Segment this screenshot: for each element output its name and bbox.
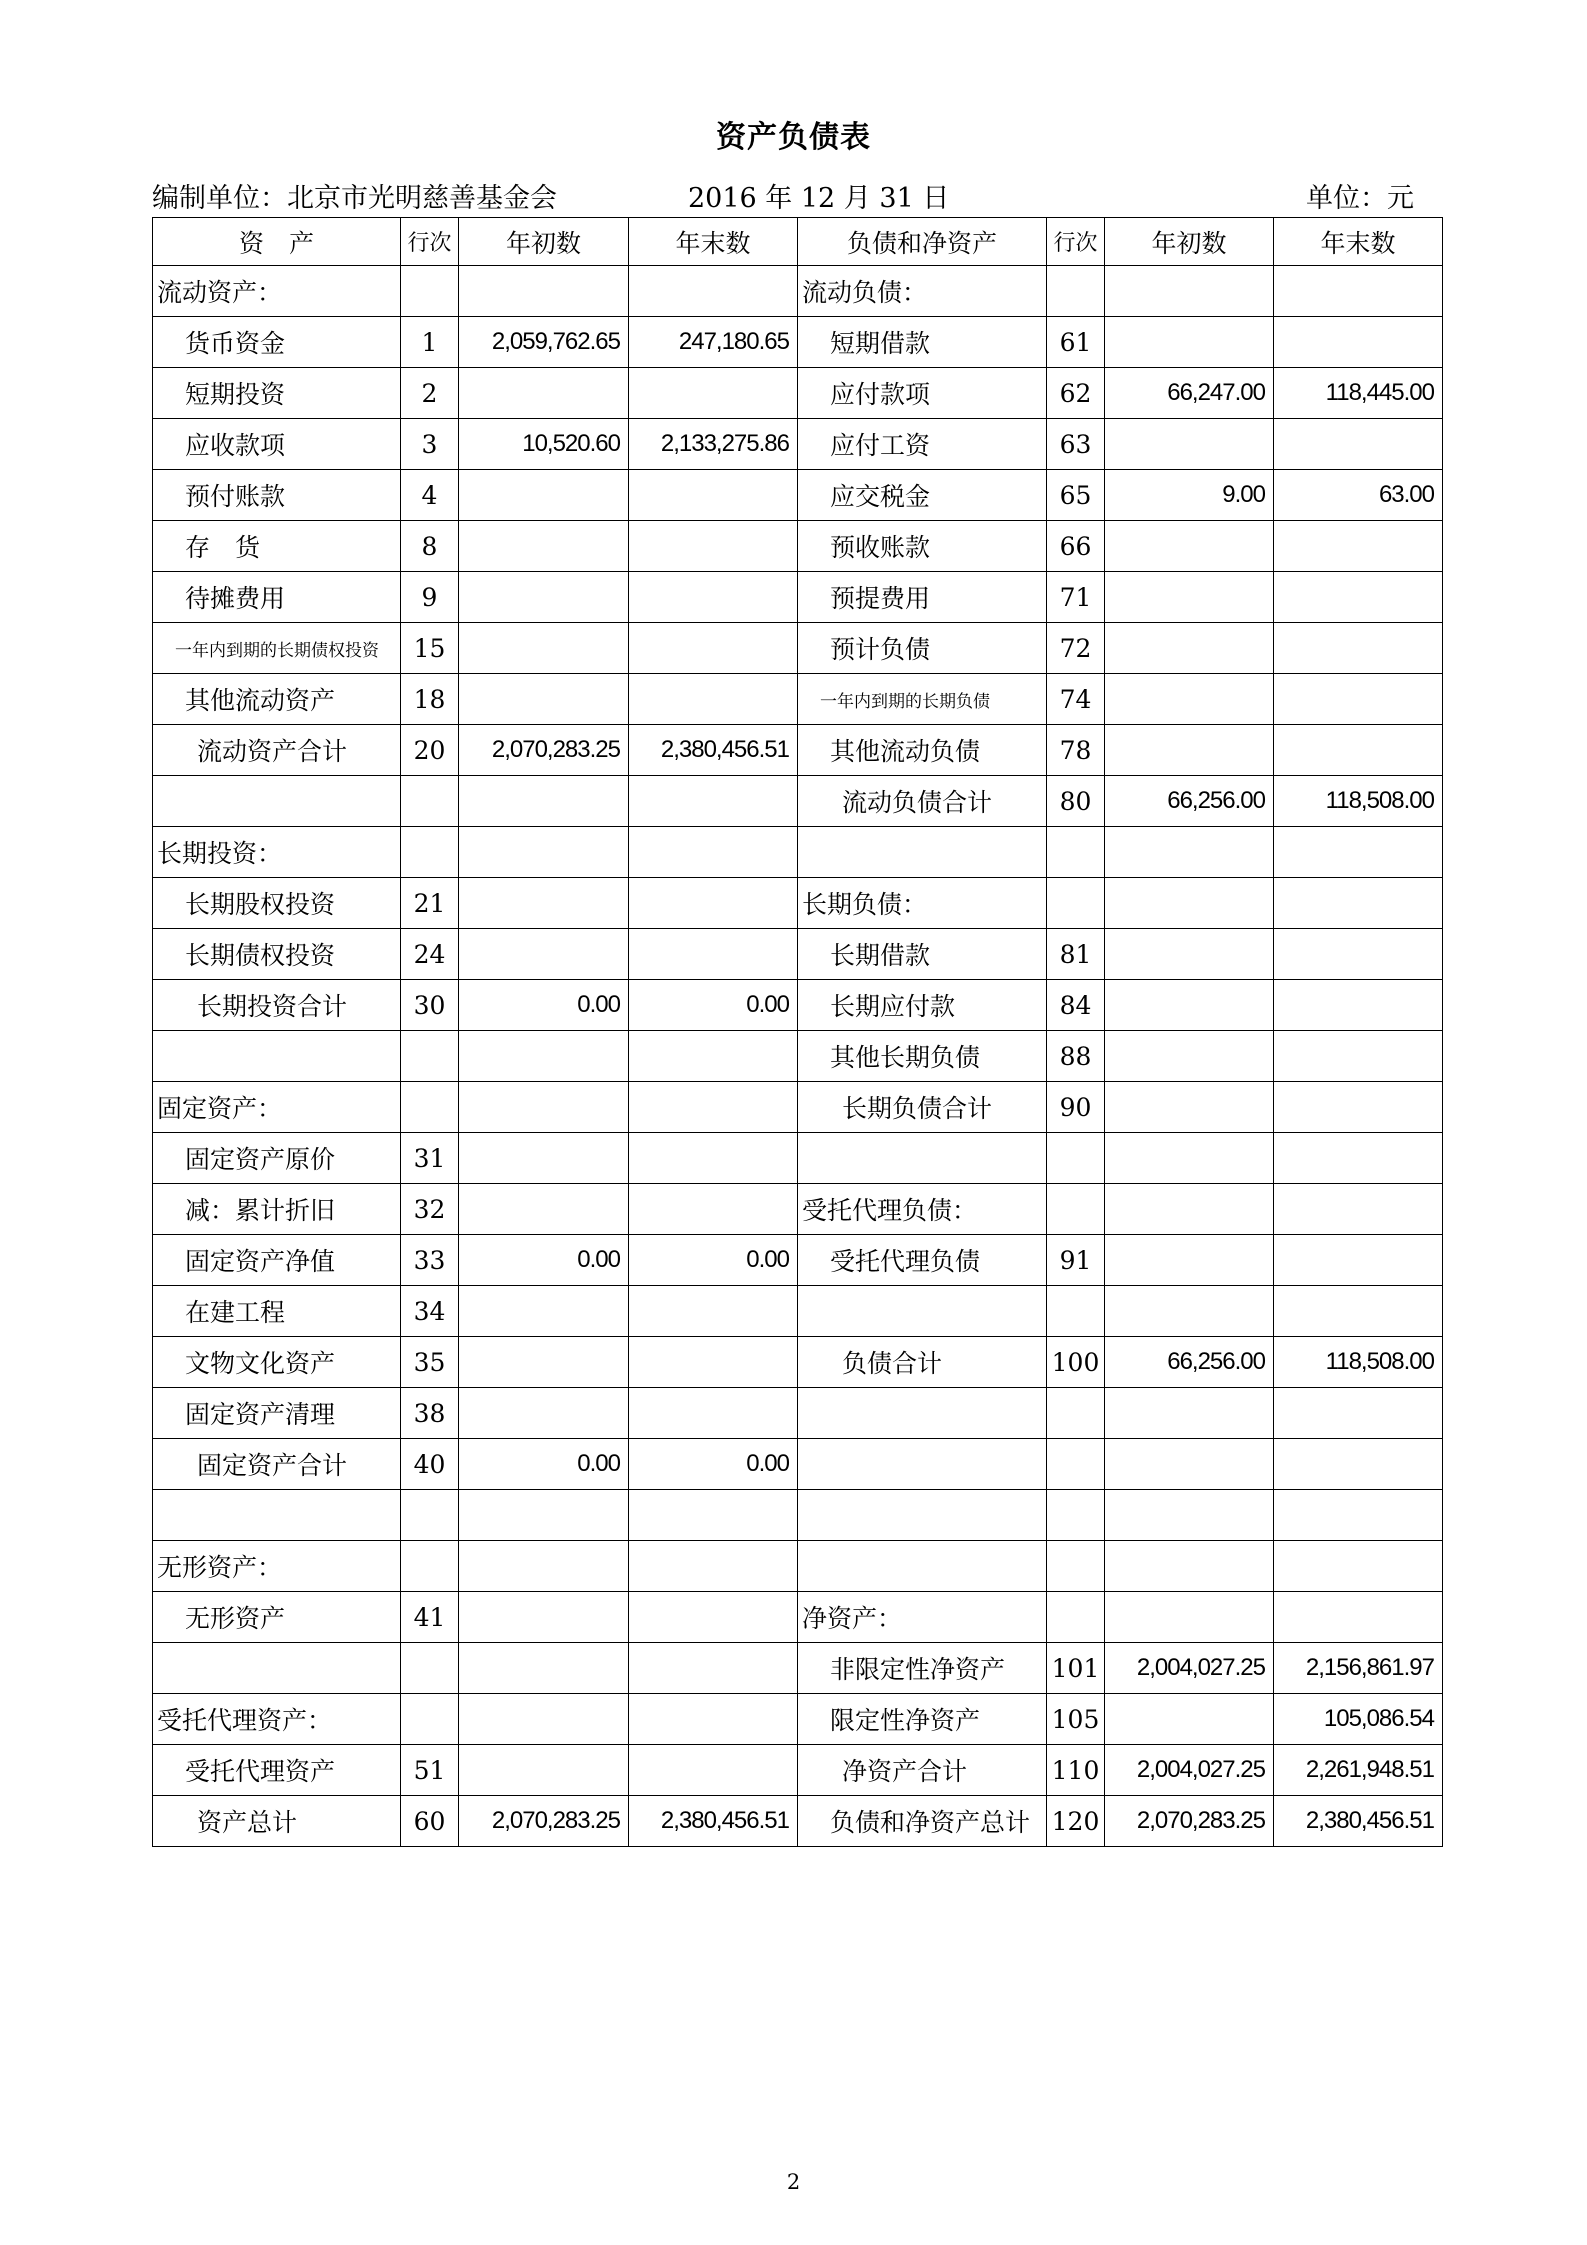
- page-number: 2: [786, 2170, 801, 2194]
- liability-ending-amount: [1274, 1286, 1443, 1337]
- table-row: [153, 1031, 1443, 1082]
- liability-beginning-amount: 66,247.00: [1105, 368, 1274, 419]
- asset-ending-amount: [629, 1337, 798, 1388]
- liability-beginning-amount: [1105, 1541, 1274, 1592]
- asset-item-name: 文物文化资产: [153, 1337, 401, 1388]
- asset-beginning-amount: [459, 1133, 629, 1184]
- asset-beginning-amount: [459, 1745, 629, 1796]
- liability-line-no: 90: [1047, 1082, 1105, 1133]
- table-row: [153, 1235, 1443, 1286]
- asset-line-no: [401, 1490, 459, 1541]
- liability-line-no: 88: [1047, 1031, 1105, 1082]
- liability-ending-amount: [1274, 1133, 1443, 1184]
- asset-ending-amount: 2,133,275.86: [629, 419, 798, 470]
- liability-item-name: 应付工资: [798, 419, 1047, 470]
- table-row: [153, 776, 1443, 827]
- asset-line-no: 2: [401, 368, 459, 419]
- asset-ending-amount: [629, 1031, 798, 1082]
- liability-line-no: 63: [1047, 419, 1105, 470]
- liability-item-name: 其他流动负债: [798, 725, 1047, 776]
- liability-line-no: 71: [1047, 572, 1105, 623]
- liability-ending-amount: [1274, 1388, 1443, 1439]
- liability-beginning-amount: 9.00: [1105, 470, 1274, 521]
- asset-beginning-amount: [459, 827, 629, 878]
- liability-ending-amount: 2,261,948.51: [1274, 1745, 1443, 1796]
- asset-item-name: 在建工程: [153, 1286, 401, 1337]
- asset-ending-amount: [629, 1745, 798, 1796]
- liability-line-no: 74: [1047, 674, 1105, 725]
- table-row: [153, 1082, 1443, 1133]
- liability-beginning-amount: [1105, 419, 1274, 470]
- asset-ending-amount: [629, 1388, 798, 1439]
- asset-item-name: 固定资产合计: [153, 1439, 401, 1490]
- liability-ending-amount: 118,445.00: [1274, 368, 1443, 419]
- liability-beginning-amount: 66,256.00: [1105, 1337, 1274, 1388]
- liability-ending-amount: 118,508.00: [1274, 1337, 1443, 1388]
- liability-ending-amount: 105,086.54: [1274, 1694, 1443, 1745]
- liability-line-no: 100: [1047, 1337, 1105, 1388]
- table-row: [153, 1286, 1443, 1337]
- liability-beginning-amount: [1105, 1031, 1274, 1082]
- asset-beginning-amount: [459, 623, 629, 674]
- asset-line-no: 40: [401, 1439, 459, 1490]
- asset-item-name: 固定资产净值: [153, 1235, 401, 1286]
- liability-ending-amount: [1274, 1031, 1443, 1082]
- asset-line-no: 30: [401, 980, 459, 1031]
- liability-item-name: 应交税金: [798, 470, 1047, 521]
- liability-item-name: [798, 1490, 1047, 1541]
- reporting-entity: 编制单位：北京市光明慈善基金会: [152, 183, 557, 214]
- asset-ending-amount: [629, 776, 798, 827]
- liability-beginning-amount: [1105, 878, 1274, 929]
- asset-line-no: 9: [401, 572, 459, 623]
- table-row: [153, 368, 1443, 419]
- liability-ending-amount: [1274, 1184, 1443, 1235]
- liability-ending-amount: [1274, 1082, 1443, 1133]
- table-row: [153, 980, 1443, 1031]
- asset-item-name: 资产总计: [153, 1796, 401, 1847]
- asset-ending-amount: [629, 674, 798, 725]
- asset-beginning-amount: 0.00: [459, 980, 629, 1031]
- asset-ending-amount: 0.00: [629, 1439, 798, 1490]
- asset-item-name: 固定资产：: [153, 1082, 401, 1133]
- asset-item-name: 其他流动资产: [153, 674, 401, 725]
- liability-item-name: [798, 1439, 1047, 1490]
- asset-line-no: 31: [401, 1133, 459, 1184]
- asset-beginning-amount: [459, 1184, 629, 1235]
- table-row: [153, 929, 1443, 980]
- liability-line-no: [1047, 1490, 1105, 1541]
- asset-line-no: 8: [401, 521, 459, 572]
- liability-item-name: [798, 827, 1047, 878]
- asset-line-no: 24: [401, 929, 459, 980]
- table-row: [153, 317, 1443, 368]
- asset-ending-amount: [629, 1592, 798, 1643]
- asset-ending-amount: [629, 1694, 798, 1745]
- liability-beginning-amount: [1105, 1694, 1274, 1745]
- asset-line-no: 3: [401, 419, 459, 470]
- asset-beginning-amount: [459, 1541, 629, 1592]
- asset-line-no: 15: [401, 623, 459, 674]
- liability-ending-amount: [1274, 521, 1443, 572]
- liability-ending-amount: 2,156,861.97: [1274, 1643, 1443, 1694]
- header-line-no: 行次: [401, 218, 459, 266]
- table-row: [153, 1541, 1443, 1592]
- table-row: [153, 1439, 1443, 1490]
- asset-item-name: 流动资产：: [153, 266, 401, 317]
- liability-line-no: [1047, 1439, 1105, 1490]
- asset-ending-amount: [629, 878, 798, 929]
- asset-item-name: 无形资产：: [153, 1541, 401, 1592]
- liability-line-no: [1047, 1592, 1105, 1643]
- asset-ending-amount: [629, 1286, 798, 1337]
- header-line-no-right: 行次: [1047, 218, 1105, 266]
- asset-ending-amount: [629, 521, 798, 572]
- table-row: [153, 1184, 1443, 1235]
- liability-ending-amount: [1274, 929, 1443, 980]
- liability-line-no: [1047, 1388, 1105, 1439]
- asset-ending-amount: [629, 1643, 798, 1694]
- liability-line-no: 81: [1047, 929, 1105, 980]
- asset-beginning-amount: [459, 1592, 629, 1643]
- liability-item-name: 一年内到期的长期负债: [798, 674, 1047, 725]
- liability-beginning-amount: 2,004,027.25: [1105, 1643, 1274, 1694]
- asset-ending-amount: [629, 1490, 798, 1541]
- table-row: [153, 1796, 1443, 1847]
- header-liabilities: 负债和净资产: [798, 218, 1047, 266]
- table-row: [153, 1388, 1443, 1439]
- balance-sheet-table: [152, 217, 1443, 1847]
- asset-beginning-amount: [459, 878, 629, 929]
- asset-ending-amount: [629, 470, 798, 521]
- liability-item-name: [798, 1541, 1047, 1592]
- asset-beginning-amount: [459, 266, 629, 317]
- liability-item-name: 受托代理负债：: [798, 1184, 1047, 1235]
- asset-item-name: 受托代理资产：: [153, 1694, 401, 1745]
- liability-item-name: [798, 1286, 1047, 1337]
- liability-beginning-amount: [1105, 725, 1274, 776]
- table-row: [153, 1337, 1443, 1388]
- liability-item-name: 预计负债: [798, 623, 1047, 674]
- asset-beginning-amount: 2,070,283.25: [459, 725, 629, 776]
- asset-item-name: 长期股权投资: [153, 878, 401, 929]
- asset-beginning-amount: 2,059,762.65: [459, 317, 629, 368]
- asset-ending-amount: [629, 368, 798, 419]
- table-row: [153, 470, 1443, 521]
- liability-ending-amount: 2,380,456.51: [1274, 1796, 1443, 1847]
- liability-beginning-amount: [1105, 266, 1274, 317]
- header-ending-right: 年末数: [1274, 218, 1443, 266]
- liability-beginning-amount: [1105, 674, 1274, 725]
- liability-item-name: 非限定性净资产: [798, 1643, 1047, 1694]
- liability-ending-amount: [1274, 725, 1443, 776]
- table-row: [153, 1592, 1443, 1643]
- liability-line-no: [1047, 1541, 1105, 1592]
- asset-line-no: [401, 1694, 459, 1745]
- header-row: [153, 218, 1443, 266]
- table-row: [153, 1490, 1443, 1541]
- asset-item-name: 固定资产原价: [153, 1133, 401, 1184]
- liability-beginning-amount: [1105, 1439, 1274, 1490]
- asset-item-name: 固定资产清理: [153, 1388, 401, 1439]
- asset-ending-amount: [629, 1184, 798, 1235]
- liability-beginning-amount: [1105, 929, 1274, 980]
- liability-line-no: 101: [1047, 1643, 1105, 1694]
- table-row: [153, 572, 1443, 623]
- table-row: [153, 725, 1443, 776]
- liability-item-name: 净资产合计: [798, 1745, 1047, 1796]
- liability-item-name: 负债合计: [798, 1337, 1047, 1388]
- table-row: [153, 1643, 1443, 1694]
- liability-item-name: 流动负债：: [798, 266, 1047, 317]
- table-row: [153, 1133, 1443, 1184]
- table-row: [153, 1745, 1443, 1796]
- header-beginning-right: 年初数: [1105, 218, 1274, 266]
- liability-line-no: 61: [1047, 317, 1105, 368]
- liability-beginning-amount: 66,256.00: [1105, 776, 1274, 827]
- asset-item-name: 存 货: [153, 521, 401, 572]
- table-body: [153, 266, 1443, 1847]
- asset-beginning-amount: [459, 572, 629, 623]
- liability-ending-amount: [1274, 827, 1443, 878]
- asset-item-name: 待摊费用: [153, 572, 401, 623]
- header-assets: 资 产: [153, 218, 401, 266]
- asset-item-name: 长期投资合计: [153, 980, 401, 1031]
- asset-beginning-amount: [459, 1388, 629, 1439]
- asset-ending-amount: 0.00: [629, 980, 798, 1031]
- asset-line-no: 18: [401, 674, 459, 725]
- liability-item-name: 限定性净资产: [798, 1694, 1047, 1745]
- asset-item-name: 长期投资：: [153, 827, 401, 878]
- table-row: [153, 878, 1443, 929]
- liability-line-no: 105: [1047, 1694, 1105, 1745]
- asset-line-no: 51: [401, 1745, 459, 1796]
- liability-beginning-amount: [1105, 317, 1274, 368]
- asset-ending-amount: [629, 266, 798, 317]
- liability-item-name: 短期借款: [798, 317, 1047, 368]
- asset-line-no: 1: [401, 317, 459, 368]
- asset-beginning-amount: 0.00: [459, 1439, 629, 1490]
- liability-ending-amount: [1274, 572, 1443, 623]
- liability-beginning-amount: [1105, 1235, 1274, 1286]
- asset-ending-amount: 2,380,456.51: [629, 1796, 798, 1847]
- liability-beginning-amount: [1105, 1592, 1274, 1643]
- liability-ending-amount: [1274, 1541, 1443, 1592]
- asset-beginning-amount: [459, 1031, 629, 1082]
- liability-line-no: [1047, 1286, 1105, 1337]
- asset-line-no: 38: [401, 1388, 459, 1439]
- liability-line-no: 84: [1047, 980, 1105, 1031]
- liability-ending-amount: [1274, 674, 1443, 725]
- asset-line-no: [401, 266, 459, 317]
- asset-line-no: 4: [401, 470, 459, 521]
- liability-item-name: [798, 1133, 1047, 1184]
- table-row: [153, 674, 1443, 725]
- asset-line-no: [401, 1643, 459, 1694]
- asset-beginning-amount: [459, 1694, 629, 1745]
- liability-ending-amount: 118,508.00: [1274, 776, 1443, 827]
- table-row: [153, 1694, 1443, 1745]
- liability-item-name: 净资产：: [798, 1592, 1047, 1643]
- asset-line-no: 34: [401, 1286, 459, 1337]
- asset-item-name: 应收款项: [153, 419, 401, 470]
- asset-beginning-amount: [459, 1337, 629, 1388]
- asset-ending-amount: 247,180.65: [629, 317, 798, 368]
- asset-ending-amount: [629, 929, 798, 980]
- liability-line-no: 78: [1047, 725, 1105, 776]
- liability-ending-amount: [1274, 878, 1443, 929]
- asset-ending-amount: [629, 1082, 798, 1133]
- liability-beginning-amount: 2,004,027.25: [1105, 1745, 1274, 1796]
- asset-item-name: 短期投资: [153, 368, 401, 419]
- liability-item-name: 其他长期负债: [798, 1031, 1047, 1082]
- asset-item-name: 受托代理资产: [153, 1745, 401, 1796]
- liability-line-no: 91: [1047, 1235, 1105, 1286]
- liability-item-name: [798, 1388, 1047, 1439]
- liability-ending-amount: [1274, 623, 1443, 674]
- asset-item-name: 一年内到期的长期债权投资: [153, 623, 401, 674]
- asset-line-no: [401, 1031, 459, 1082]
- table-row: [153, 419, 1443, 470]
- asset-item-name: [153, 1643, 401, 1694]
- asset-item-name: 无形资产: [153, 1592, 401, 1643]
- asset-ending-amount: [629, 827, 798, 878]
- asset-beginning-amount: [459, 1082, 629, 1133]
- asset-line-no: 20: [401, 725, 459, 776]
- asset-beginning-amount: [459, 674, 629, 725]
- liability-item-name: 预收账款: [798, 521, 1047, 572]
- liability-item-name: 受托代理负债: [798, 1235, 1047, 1286]
- liability-item-name: 流动负债合计: [798, 776, 1047, 827]
- table-row: [153, 266, 1443, 317]
- liability-line-no: 80: [1047, 776, 1105, 827]
- asset-beginning-amount: [459, 1286, 629, 1337]
- asset-item-name: [153, 1490, 401, 1541]
- liability-ending-amount: [1274, 419, 1443, 470]
- liability-beginning-amount: [1105, 1082, 1274, 1133]
- liability-beginning-amount: [1105, 1388, 1274, 1439]
- liability-item-name: 应付款项: [798, 368, 1047, 419]
- asset-line-no: 33: [401, 1235, 459, 1286]
- asset-beginning-amount: [459, 368, 629, 419]
- liability-beginning-amount: [1105, 827, 1274, 878]
- report-date: 2016 年 12 月 31 日: [688, 183, 950, 214]
- liability-item-name: 预提费用: [798, 572, 1047, 623]
- liability-line-no: 65: [1047, 470, 1105, 521]
- asset-item-name: 减：累计折旧: [153, 1184, 401, 1235]
- liability-line-no: [1047, 266, 1105, 317]
- liability-line-no: 72: [1047, 623, 1105, 674]
- liability-beginning-amount: [1105, 1490, 1274, 1541]
- asset-beginning-amount: [459, 929, 629, 980]
- liability-ending-amount: [1274, 1592, 1443, 1643]
- liability-item-name: 负债和净资产总计: [798, 1796, 1047, 1847]
- asset-line-no: 32: [401, 1184, 459, 1235]
- liability-line-no: [1047, 878, 1105, 929]
- liability-beginning-amount: [1105, 1184, 1274, 1235]
- table-row: [153, 827, 1443, 878]
- liability-beginning-amount: [1105, 572, 1274, 623]
- table-row: [153, 623, 1443, 674]
- liability-beginning-amount: [1105, 1133, 1274, 1184]
- page-title: 资产负债表: [716, 120, 871, 155]
- liability-beginning-amount: [1105, 1286, 1274, 1337]
- liability-item-name: 长期负债：: [798, 878, 1047, 929]
- liability-ending-amount: [1274, 266, 1443, 317]
- asset-beginning-amount: [459, 1643, 629, 1694]
- asset-ending-amount: [629, 1541, 798, 1592]
- liability-beginning-amount: 2,070,283.25: [1105, 1796, 1274, 1847]
- liability-line-no: 66: [1047, 521, 1105, 572]
- liability-line-no: 110: [1047, 1745, 1105, 1796]
- liability-beginning-amount: [1105, 521, 1274, 572]
- liability-ending-amount: [1274, 1235, 1443, 1286]
- asset-ending-amount: [629, 572, 798, 623]
- asset-line-no: [401, 827, 459, 878]
- header-ending: 年末数: [629, 218, 798, 266]
- asset-line-no: [401, 1541, 459, 1592]
- asset-beginning-amount: 10,520.60: [459, 419, 629, 470]
- liability-ending-amount: [1274, 980, 1443, 1031]
- asset-line-no: 35: [401, 1337, 459, 1388]
- asset-beginning-amount: [459, 776, 629, 827]
- asset-ending-amount: 0.00: [629, 1235, 798, 1286]
- currency-unit: 单位：元: [1306, 183, 1414, 214]
- asset-line-no: 21: [401, 878, 459, 929]
- liability-beginning-amount: [1105, 623, 1274, 674]
- liability-item-name: 长期负债合计: [798, 1082, 1047, 1133]
- asset-beginning-amount: [459, 470, 629, 521]
- asset-ending-amount: [629, 1133, 798, 1184]
- liability-item-name: 长期借款: [798, 929, 1047, 980]
- asset-line-no: [401, 776, 459, 827]
- liability-ending-amount: [1274, 1490, 1443, 1541]
- asset-beginning-amount: [459, 1490, 629, 1541]
- asset-item-name: 预付账款: [153, 470, 401, 521]
- liability-line-no: [1047, 1184, 1105, 1235]
- asset-beginning-amount: 2,070,283.25: [459, 1796, 629, 1847]
- asset-item-name: [153, 776, 401, 827]
- asset-item-name: [153, 1031, 401, 1082]
- asset-ending-amount: 2,380,456.51: [629, 725, 798, 776]
- asset-line-no: 60: [401, 1796, 459, 1847]
- liability-line-no: [1047, 1133, 1105, 1184]
- asset-beginning-amount: 0.00: [459, 1235, 629, 1286]
- liability-line-no: [1047, 827, 1105, 878]
- asset-line-no: 41: [401, 1592, 459, 1643]
- liability-item-name: 长期应付款: [798, 980, 1047, 1031]
- liability-line-no: 62: [1047, 368, 1105, 419]
- asset-beginning-amount: [459, 521, 629, 572]
- liability-beginning-amount: [1105, 980, 1274, 1031]
- table-row: [153, 521, 1443, 572]
- asset-item-name: 流动资产合计: [153, 725, 401, 776]
- liability-ending-amount: 63.00: [1274, 470, 1443, 521]
- liability-ending-amount: [1274, 1439, 1443, 1490]
- asset-item-name: 货币资金: [153, 317, 401, 368]
- header-beginning: 年初数: [459, 218, 629, 266]
- liability-line-no: 120: [1047, 1796, 1105, 1847]
- asset-ending-amount: [629, 623, 798, 674]
- liability-ending-amount: [1274, 317, 1443, 368]
- asset-line-no: [401, 1082, 459, 1133]
- asset-item-name: 长期债权投资: [153, 929, 401, 980]
